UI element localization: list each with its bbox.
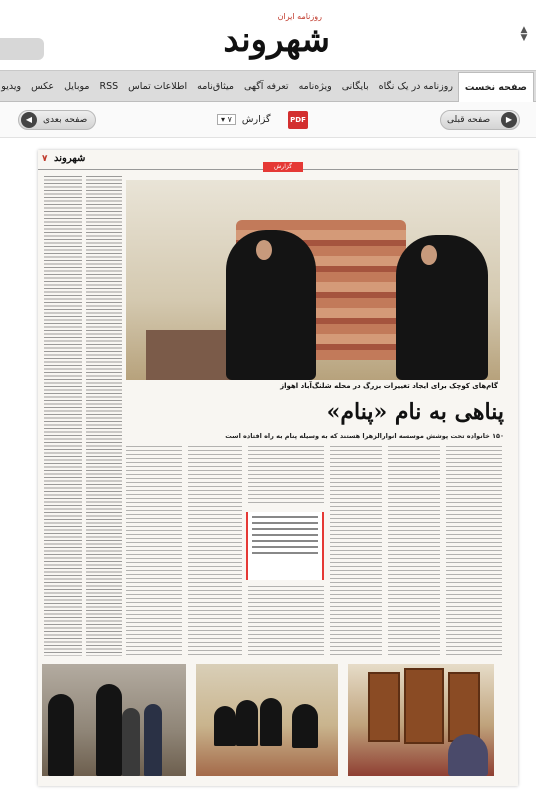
bottom-photo-1: [42, 664, 186, 776]
search-box[interactable]: [0, 38, 44, 60]
article-subheadline: ۱۵۰ خانواده تحت پوشش موسسه انوارالزهرا هستند که به وسیله پنام به راه افتاده است: [225, 432, 504, 440]
nav-item-home[interactable]: صفحه نخست: [458, 72, 534, 102]
prev-page-button[interactable]: [440, 110, 520, 130]
text-column: [44, 176, 82, 656]
newspaper-page[interactable]: [38, 150, 518, 786]
text-column: [330, 446, 382, 656]
nav-item-photo[interactable]: عکس: [31, 80, 55, 92]
pdf-icon[interactable]: PDF: [288, 111, 308, 129]
section-label: گزارش: [241, 114, 271, 125]
page-pager: [0, 102, 536, 138]
site-header: [0, 0, 536, 70]
article-headline: پناهی به نام «پنام»: [326, 399, 504, 425]
nav-item-contact[interactable]: اطلاعات تماس: [128, 80, 188, 92]
pull-quote-line: [252, 540, 318, 542]
photo-cabinet: [368, 672, 400, 742]
logo-tagline: روزنامه ایران: [277, 12, 322, 21]
pull-quote: [246, 512, 324, 580]
pull-quote-line: [252, 552, 318, 554]
photo-cabinet: [404, 668, 444, 744]
page-number-select[interactable]: ۷ ▾: [217, 114, 236, 125]
pull-quote-line: [252, 522, 318, 524]
nav-item-special[interactable]: ویژه‌نامه: [298, 80, 332, 92]
photo-face-1: [256, 240, 272, 260]
pull-quote-line: [252, 534, 318, 536]
text-column: [188, 446, 242, 656]
page-number-value: ۷: [227, 115, 232, 124]
pull-quote-line: [252, 516, 318, 518]
pull-quote-line: [252, 528, 318, 530]
page-select[interactable]: [214, 114, 270, 125]
text-column: [248, 586, 324, 656]
bottom-photo-2: [196, 664, 338, 776]
photo-figure: [260, 698, 282, 746]
logo-text: شهروند: [223, 20, 330, 60]
nav-item-overview[interactable]: روزنامه در یک نگاه: [378, 80, 453, 92]
photo-figure: [448, 734, 488, 776]
next-page-label: صفحه بعدی: [43, 115, 88, 125]
photo-rug: [146, 330, 236, 380]
main-nav: [0, 70, 536, 102]
main-photo: [126, 180, 500, 380]
page-number: ۷: [42, 154, 48, 164]
arrow-left-icon: ◀: [21, 112, 37, 128]
nav-item-ad-rates[interactable]: تعرفه آگهی: [243, 80, 289, 92]
text-column: [446, 446, 502, 656]
nav-item-video[interactable]: ویدیو: [1, 80, 22, 92]
nav-item-rss[interactable]: RSS: [99, 80, 119, 92]
text-column: [248, 446, 324, 506]
text-column: [126, 446, 182, 656]
scroll-arrows-icon[interactable]: ▲ ▼: [520, 25, 528, 43]
photo-figure: [292, 704, 318, 748]
photo-figure: [144, 704, 162, 776]
next-page-button[interactable]: [18, 110, 96, 130]
section-kicker: گزارش: [263, 162, 303, 172]
photo-face-2: [421, 245, 437, 265]
paper-brand: شهروند: [54, 153, 86, 164]
text-column: [388, 446, 440, 656]
nav-item-mobile[interactable]: موبایل: [64, 80, 90, 92]
photo-figure: [236, 700, 258, 746]
photo-figure: [214, 706, 236, 746]
photo-caption: گام‌های کوچک برای ایجاد تغییرات بزرگ در محله شلنگ‌آباد اهواز: [280, 382, 498, 390]
text-column: [86, 176, 122, 656]
photo-cabinet: [448, 672, 480, 742]
photo-woman-2: [396, 235, 488, 380]
nav-item-archive[interactable]: بایگانی: [341, 80, 369, 92]
nav-item-charter[interactable]: میثاق‌نامه: [197, 80, 234, 92]
photo-figure: [48, 694, 74, 776]
arrow-right-icon: ▶: [501, 112, 517, 128]
site-logo[interactable]: [220, 8, 330, 68]
pull-quote-line: [252, 546, 318, 548]
bottom-photo-3: [348, 664, 494, 776]
photo-figure: [96, 684, 122, 776]
prev-page-label: صفحه قبلی: [447, 115, 491, 125]
photo-figure: [122, 708, 140, 776]
